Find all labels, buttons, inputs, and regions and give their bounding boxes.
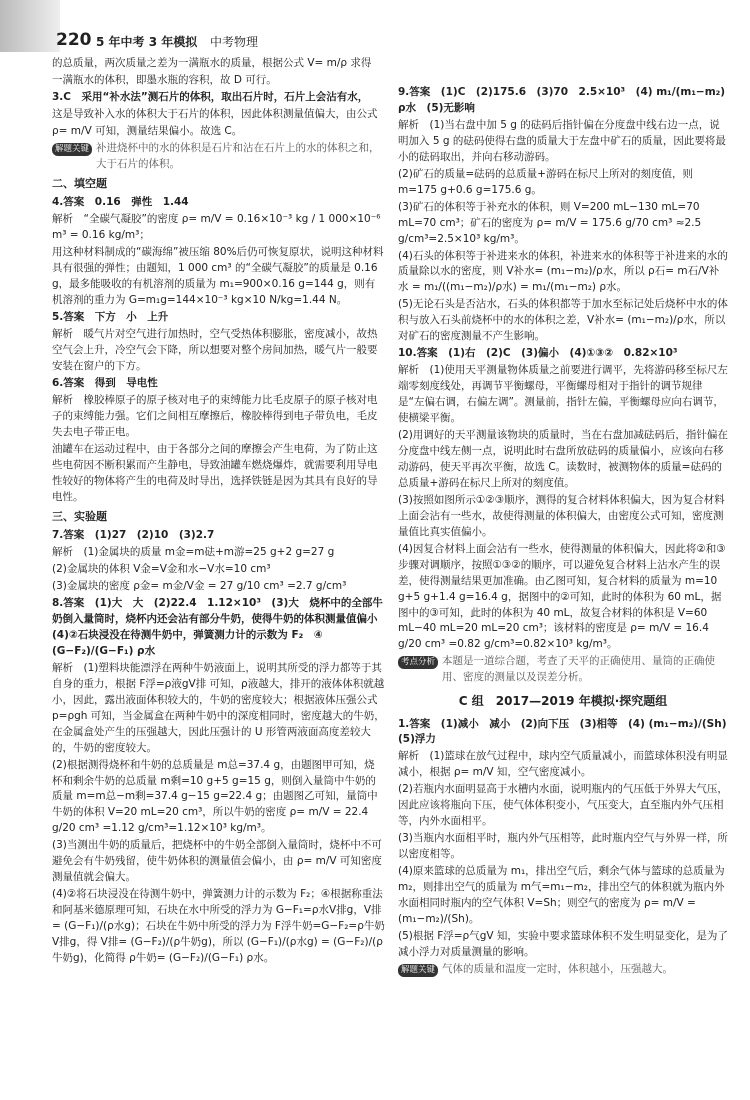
tip-badge: 解题关键 [398, 964, 438, 977]
right-paragraph: (4)原来篮球的总质量为 m₁，排出空气后，剩余气体与篮球的总质量为 m₂，则排出空气的质量为 m气=m₁−m₂，排出空气的体积就为瓶内外水面相同时瓶内的空气体积 V=Sh；则空气的密度为 ρ= m/V = (m₁−m₂)/(Sh)。 [398, 865, 725, 925]
left-paragraph: 解析 暖气片对空气进行加热时，空气受热体积膨胀，密度减小，故热空气会上升，冷空气会下降，所以想要对整个房间加热，暖气片一般要安装在窗户的下方。 [52, 328, 378, 372]
page-number: 220 [56, 30, 92, 50]
left-paragraph: 解析 橡胶棒原子的原子核对电子的束缚能力比毛皮原子的原子核对电子的束缚能力强。它们之间相互摩擦后，橡胶棒得到电子带负电，毛皮失去电子带正电。 [52, 393, 378, 438]
right-paragraph: C 组 2017—2019 年模拟·探究题组 [458, 694, 668, 709]
right-paragraph: (5)无论石头是否沾水，石头的体积都等于加水至标记处后烧杯中水的体积与放入石头前烧杯中的水的体积之差，V补水= (m₁−m₂)/ρ水，所以对矿石的密度测量不产生影响。 [398, 298, 728, 343]
right-paragraph: (4)石头的体积等于补进来水的体积，补进来水的体积等于补进来的水的质量除以水的密度，则 V补水= (m₁−m₂)/ρ水，所以 ρ石= m石/V补水 = m₁/((m₁−m₂)/ρ水) = m₁/(m₁−m₂) ρ水。 [398, 249, 728, 294]
right-paragraph: (2)若瓶内水面明显高于水槽内水面，说明瓶内的气压低于外界大气压，因此应该将瓶向下压，使气体体积变小，气压变大，直至瓶内外气压相等，内外水面相平。 [398, 783, 728, 828]
left-paragraph: 5.答案 下方 小 上升 [52, 311, 169, 324]
tip-text: 本题是一道综合题，考查了天平的正确使用、量筒的正确使用、密度的测量以及误差分析。 [442, 655, 716, 684]
right-paragraph: (3)矿石的体积等于补充水的体积，则 V=200 mL−130 mL=70 mL=70 cm³；矿石的密度为 ρ= m/V = 175.6 g/70 cm³ ≈2.5 g/cm³=2.5×10³ kg/m³。 [398, 200, 702, 245]
right-paragraph: (2)用调好的天平测量该物块的质量时，当在右盘加减砝码后，指针偏在分度盘中线左侧一点，说明此时右盘所放砝码的质量偏小，应该向右移动游码，使天平再次平衡，故选 C。读数时，被测物体的质量=砝码的总质量+游码在标尺上所对的刻度值。 [398, 429, 728, 489]
right-paragraph: (3)当瓶内水面相平时，瓶内外气压相等，此时瓶内空气与外界一样，所以密度相等。 [398, 832, 728, 861]
right-column [398, 85, 738, 979]
tip-text: 补进烧杯中的水的体积是石片和沾在石片上的水的体积之和，大于石片的体积。 [96, 141, 380, 170]
right-paragraph: (2)矿石的质量=砝码的总质量+游码在标尺上所对的刻度值，则 m=175 g+0.6 g=175.6 g。 [398, 167, 693, 196]
left-paragraph: (2)根据测得烧杯和牛奶的总质量是 m总=37.4 g，由题图甲可知，烧杯和剩余牛奶的总质量 m剩=10 g+5 g=15 g，则倒入量筒中牛奶的质量 m=m总−m剩=37.4 g−15 g=22.4 g；由题图乙可知，量筒中牛奶的体积 V=20 mL=20 cm³，所以牛奶的密度 ρ= m/V = 22.4 g/20 cm³ =1.12 g/cm³=1.12×10³ kg/m³。 [52, 758, 378, 835]
left-paragraph: 油罐车在运动过程中，由于各部分之间的摩擦会产生电荷，为了防止这些电荷因不断积累而产生静电，导致油罐车燃烧爆炸，就需要利用导电性较好的物体将产生的电荷及时导出，选择铁链是因为其具有良好的导电性。 [52, 442, 378, 503]
left-paragraph: ρ= m/V 可知，测量结果偏小。故选 C。 [52, 124, 243, 137]
right-paragraph [398, 654, 728, 686]
right-paragraph: 解析 (1)篮球在放气过程中，球内空气质量减小，而篮球体积没有明显减小，根据 ρ= m/V 知，空气密度减小。 [398, 750, 728, 779]
left-paragraph: (4)②将石块浸没在待测牛奶中，弹簧测力计的示数为 F₂；④根据称重法和阿基米德原理可知，石块在水中所受的浮力为 G−F₁=ρ水V排g，V排= (G−F₁)/(ρ水g)；石块在牛奶中所受的浮力为 F浮牛奶=G−F₂=ρ牛奶V排g，得 V排= (G−F₂)/(ρ牛奶g)，所以 (G−F₁)/(ρ水g) = (G−F₂)/(ρ牛奶g)，化简得 ρ牛奶= (G−F₂)/(G−F₁) ρ水。 [52, 888, 385, 964]
left-column [52, 56, 388, 968]
left-paragraph: (3)金属块的密度 ρ金= m金/V金 = 27 g/10 cm³ =2.7 g/cm³ [52, 580, 347, 593]
right-paragraph [398, 962, 728, 978]
left-paragraph: 7.答案 (1)27 (2)10 (3)2.7 [52, 529, 215, 542]
right-paragraph: 解析 (1)当右盘中加 5 g 的砝码后指针偏在分度盘中线右边一点，说明加入 5 g 的砝码使得右盘的质量大于左盘中矿石的质量，因此要将最小的砝码取出，并向右移动游码。 [398, 118, 726, 163]
right-paragraph: (4)因复合材料上面会沾有一些水，使得测量的体积偏大，因此将②和③步骤对调顺序，按照①③②的顺序，可以避免复合材料上沾水产生的误差，使得测量结果更加准确。由乙图可知，复合材料的质量为 m=10 g+5 g+1.4 g=16.4 g，据图中的②可知，此时的体积为 60 mL，据图中的③可知，此时的体积为 40 mL，故复合材料的体积是 V=60 mL−40 mL=20 mL=20 cm³；该材料的密度是 ρ= m/V = 16.4 g/20 cm³ =0.82 g/cm³=0.82×10³ kg/m³。 [398, 542, 726, 651]
left-paragraph [52, 141, 385, 173]
right-paragraph: (5)根据 F浮=ρ气gV 知，实验中要求篮球体积不发生明显变化，是为了减小浮力对质量测量的影响。 [398, 929, 728, 958]
left-paragraph: 的总质量，两次质量之差为一满瓶水的质量，根据公式 V= m/ρ 求得 [52, 57, 372, 69]
right-paragraph: 9.答案 (1)C (2)175.6 (3)70 2.5×10³ (4) m₁/(m₁−m₂) ρ水 (5)无影响 [398, 86, 726, 114]
left-paragraph: 6.答案 得到 导电性 [52, 376, 158, 389]
subject-title: 中考物理 [210, 35, 259, 49]
left-paragraph: 三、实验题 [52, 509, 107, 523]
left-paragraph: 二、填空题 [52, 176, 107, 190]
right-paragraph: 10.答案 (1)右 (2)C (3)偏小 (4)①③② 0.82×10³ [398, 347, 678, 360]
left-paragraph: 解析 (1)塑料块能漂浮在两种牛奶液面上，说明其所受的浮力都等于其自身的重力，根据 F浮=ρ液gV排 可知，ρ液越大，排开的液体体积就越小，因此，露出液面体积较大的，牛奶的密度较大；根据液体压强公式 p=ρgh 可知，当金属盒在两种牛奶中的深度相同时，密度越大的牛奶，在金属盒处产生的压强越大，因此压强计的 U 形管两液面高度差较大的，牛奶的密度较大。 [52, 661, 385, 754]
left-paragraph: 解析 (1)金属块的质量 m金=m砝+m游=25 g+2 g=27 g [52, 546, 335, 559]
left-paragraph: 4.答案 0.16 弹性 1.44 [52, 196, 189, 209]
header-decoration [0, 0, 60, 52]
left-paragraph: 8.答案 (1)大 大 (2)22.4 1.12×10³ (3)大 烧杯中的全部牛奶倒入量筒时，烧杯内还会沾有部分牛奶，使得牛奶的体积测量值偏小 (4)②石块浸没在待测牛奶中，弹簧测力计的示数为 F₂ ④ (G−F₂)/(G−F₁) ρ水 [52, 597, 388, 657]
right-paragraph: 1.答案 (1)减小 减小 (2)向下压 (3)相等 (4) (m₁−m₂)/(Sh) (5)浮力 [398, 717, 738, 746]
tip-text: 气体的质量和温度一定时，体积越小，压强越大。 [442, 962, 674, 975]
left-paragraph: 3.C 采用“补水法”测石片的体积，取出石片时，石片上会沾有水， [52, 90, 369, 103]
left-paragraph: 解析 “全碳气凝胶”的密度 ρ= m/V = 0.16×10⁻³ kg / 1 000×10⁻⁶ m³ = 0.16 kg/m³； [52, 213, 381, 242]
right-paragraph: 解析 (1)使用天平测量物体质量之前要进行调平，先将游码移至标尺左端零刻度线处，再调节平衡螺母，平衡螺母相对于指针的调节规律是“左偏右调，右偏左调”。测量前，指针左偏，平衡螺母应向右调节，使横梁平衡。 [398, 364, 728, 425]
right-paragraph: (3)按照如图所示①②③顺序，测得的复合材料体积偏大，因为复合材料上面会沾有一些水，故使得测量的体积偏大，由密度公式可知，密度测量值比真实值偏小。 [398, 493, 725, 538]
left-paragraph: (2)金属块的体积 V金=V金和水−V水=10 cm³ [52, 563, 271, 576]
left-paragraph: 这是导致补入水的体积大于石片的体积，因此体积测量值偏大，由公式 [52, 107, 378, 120]
tip-badge: 考点分析 [398, 656, 438, 669]
left-paragraph: 一满瓶水的体积，即墨水瓶的容积，故 D 可行。 [52, 73, 277, 86]
left-paragraph: 用这种材料制成的“碳海绵”被压缩 80%后仍可恢复原状，说明这种材料具有很强的弹性；由题知，1 000 cm³ 的“全碳气凝胶”的质量是 0.16 g，最多能吸收的有机溶剂的质量为 m₁=900×0.16 g=144 g，则有机溶剂的重力为 G=m₁g=144×10⁻³ kg×10 N/kg=1.44 N。 [52, 246, 384, 307]
tip-badge: 解题关键 [52, 143, 92, 156]
page-header [0, 0, 750, 52]
book-title: 5 年中考 3 年模拟 [96, 35, 198, 49]
left-paragraph: (3)当测出牛奶的质量后，把烧杯中的牛奶全部倒入量筒时，烧杯中不可避免会有牛奶残留，使牛奶体积的测量值会偏小，由 ρ= m/V 可知密度测量值就会偏大。 [52, 839, 382, 884]
